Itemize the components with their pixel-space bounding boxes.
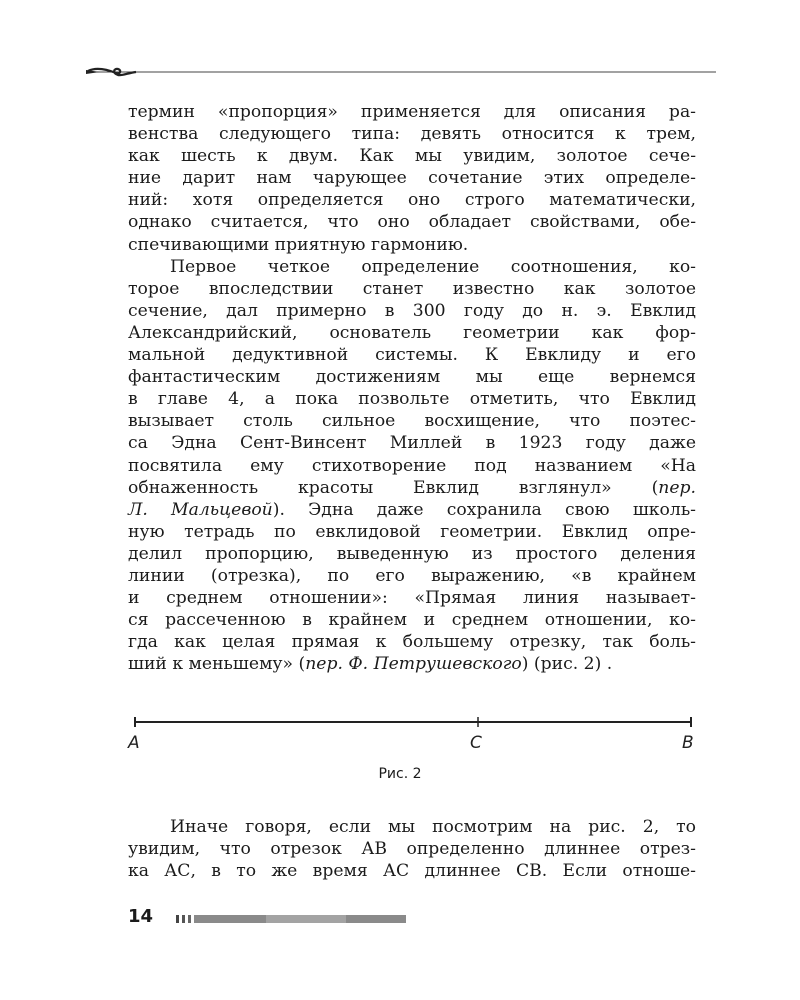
translator-name: пер. Ф. Петрушевского <box>305 654 522 675</box>
header-ornament <box>86 60 716 84</box>
text-line: ную тетрадь по евклидовой геометрии. Евклид опре- <box>128 521 696 542</box>
text-line: мальной дедуктивной системы. К Евклиду и его <box>128 345 696 366</box>
segment-figure <box>120 708 710 758</box>
text-run: ). Эдна даже сохранила свою школь- <box>272 499 696 520</box>
text-line: торое впоследствии станет известно как золотое <box>128 278 696 299</box>
text-line <box>128 499 696 521</box>
text-line: ний: хотя определяется оно строго математически, <box>128 190 696 211</box>
text-line: Первое четкое определение соотношения, ко- <box>170 256 696 277</box>
text-run: ) (рис. 2) . <box>521 654 613 675</box>
text-line: сечение, дал примерно в 300 году до н. э. Евклид <box>128 300 696 321</box>
page-number: 14 <box>128 906 154 927</box>
body-text-top <box>128 101 696 675</box>
footer-decoration <box>176 914 406 924</box>
point-label-a: A <box>128 733 140 753</box>
text-line: как шесть к двум. Как мы увидим, золотое сече- <box>128 146 696 167</box>
text-line: вызывает столь сильное восхищение, что поэтес- <box>128 411 696 432</box>
text-line: делил пропорцию, выведенную из простого деления <box>128 543 696 564</box>
text-line: ся рассеченною в крайнем и среднем отношении, ко- <box>128 610 696 631</box>
translator-note: пер. <box>658 477 696 498</box>
text-line: са Эдна Сент-Винсент Миллей в 1923 году даже <box>128 433 696 454</box>
text-line <box>128 653 696 675</box>
text-line: гда как целая прямая к большему отрезку, так боль- <box>128 632 696 653</box>
translator-name: Л. Мальцевой <box>128 499 273 520</box>
point-label-c: C <box>470 733 482 753</box>
text-line: Александрийский, основатель геометрии как фор- <box>128 322 696 343</box>
text-line: однако считается, что оно обладает свойствами, обе- <box>128 212 696 233</box>
text-line: венства следующего типа: девять относится к трем, <box>128 124 696 145</box>
text-line: спечивающими приятную гармонию. <box>128 234 469 255</box>
text-line: Иначе говоря, если мы посмотрим на рис. 2, то <box>170 817 696 837</box>
text-line: и среднем отношении»: «Прямая линия называет- <box>128 588 696 609</box>
figure-caption: Рис. 2 <box>378 766 422 782</box>
text-line: в главе 4, а пока позвольте отметить, что Евклид <box>128 389 696 410</box>
point-label-b: B <box>682 733 694 753</box>
text-line: ние дарит нам чарующее сочетание этих определе- <box>128 168 696 189</box>
text-line: увидим, что отрезок АВ определенно длиннее отрез- <box>128 839 696 860</box>
text-line: линии (отрезка), по его выражению, «в крайнем <box>128 565 696 586</box>
text-line: термин «пропорция» применяется для описания ра- <box>128 102 696 122</box>
text-line: посвятила ему стихотворение под названием «На <box>128 455 696 476</box>
body-text-bottom <box>128 816 696 882</box>
text-line: фантастическим достижениям мы еще вернемся <box>128 367 696 388</box>
text-line <box>128 477 696 499</box>
text-run: обнаженность красоты Евклид взглянул» ( <box>128 477 659 498</box>
text-run: ший к меньшему» ( <box>128 654 306 675</box>
text-line: ка АС, в то же время АС длиннее СВ. Если отноше- <box>128 861 696 882</box>
